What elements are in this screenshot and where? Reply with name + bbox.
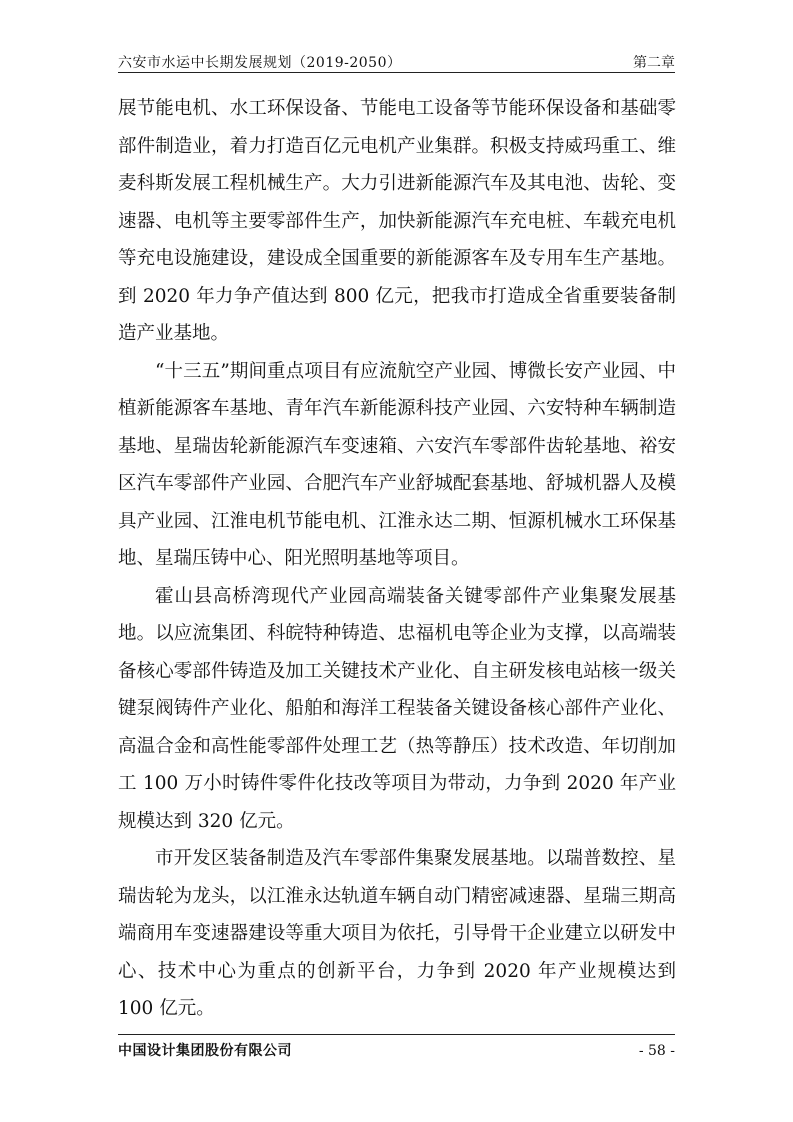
page-header xyxy=(118,42,675,73)
company-name: 中国设计集团股份有限公司 xyxy=(118,1043,292,1059)
paragraph-key-projects: “十三五”期间重点项目有应流航空产业园、博微长安产业园、中植新能源客车基地、青年汽车新能源科技产业园、六安特种车辆制造基地、星瑞齿轮新能源汽车变速箱、六安汽车零部件齿轮基地、裕安区汽车零部件产业园、合肥汽车产业舒城配套基地、舒城机器人及模具产业园、江淮电机节能电机、江淮永达二期、恒源机械水工环保基地、星瑞压铸中心、阳光照明基地等项目。 xyxy=(118,360,676,569)
page-number: - 58 - xyxy=(638,1043,675,1059)
paragraph-development-zone-base: 市开发区装备制造及汽车零部件集聚发展基地。以瑞普数控、星瑞齿轮为龙头，以江淮永达轨道车辆自动门精密减速器、星瑞三期高端商用车变速器建设等重大项目为依托，引导骨干企业建立以研发中心、技术中心为重点的创新平台，力争到 2020 年产业规模达到 100 亿元。 xyxy=(118,848,676,1019)
document-title: 六安市水运中长期发展规划（2019-2050） xyxy=(118,55,402,71)
paragraph-continued: 展节能电机、水工环保设备、节能电工设备等节能环保设备和基础零部件制造业，着力打造百亿元电机产业集群。积极支持威玛重工、维麦科斯发展工程机械生产。大力引进新能源汽车及其电池、齿轮、变速器、电机等主要零部件生产，加快新能源汽车充电桩、车载充电机等充电设施建设，建设成全国重要的新能源客车及专用车生产基地。到 2020 年力争产值达到 800 亿元，把我市打造成全省重要装备制造产业基地。 xyxy=(118,98,676,344)
paragraph-huoshan-base: 霍山县高桥湾现代产业园高端装备关键零部件产业集聚发展基地。以应流集团、科皖特种铸造、忠福机电等企业为支撑，以高端装备核心零部件铸造及加工关键技术产业化、自主研发核电站核一级关键泵阀铸件产业化、船舶和海洋工程装备关键设备核心部件产业化、高温合金和高性能零部件处理工艺（热等静压）技术改造、年切削加工 100 万小时铸件零件化技改等项目为带动，力争到 2020 年产业规模达到 320 亿元。 xyxy=(118,585,676,832)
footer-divider xyxy=(118,1034,675,1035)
body-text xyxy=(118,90,676,1028)
chapter-label: 第二章 xyxy=(633,55,675,71)
